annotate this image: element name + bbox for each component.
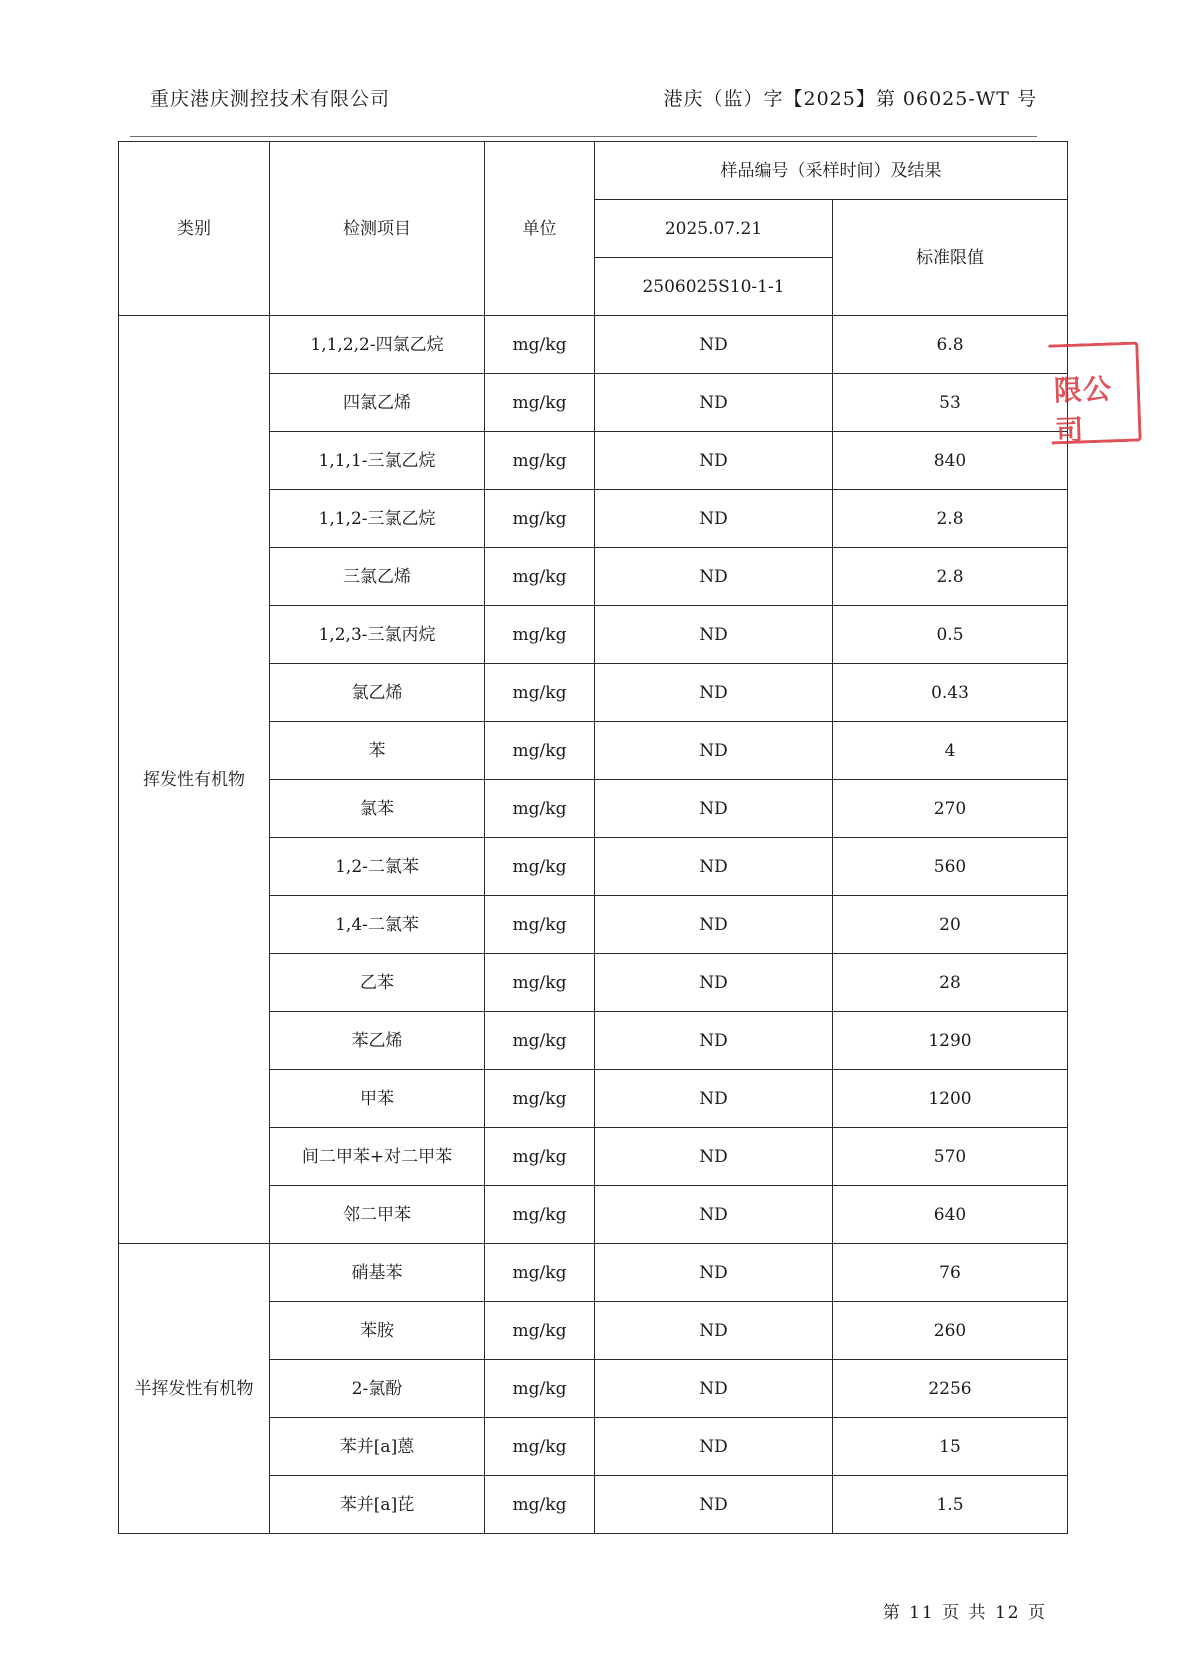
limit-cell: 20 — [833, 896, 1068, 954]
unit-cell: mg/kg — [485, 1302, 595, 1360]
result-cell: ND — [595, 1070, 833, 1128]
category-cell: 挥发性有机物 — [119, 316, 270, 1244]
header-result-group: 样品编号（采样时间）及结果 — [595, 142, 1068, 200]
unit-cell: mg/kg — [485, 1244, 595, 1302]
unit-cell: mg/kg — [485, 780, 595, 838]
item-cell: 苯 — [270, 722, 485, 780]
result-cell: ND — [595, 954, 833, 1012]
limit-cell: 840 — [833, 432, 1068, 490]
result-cell: ND — [595, 374, 833, 432]
limit-cell: 28 — [833, 954, 1068, 1012]
limit-cell: 76 — [833, 1244, 1068, 1302]
limit-cell: 0.43 — [833, 664, 1068, 722]
header-sample-date: 2025.07.21 — [595, 200, 833, 258]
unit-cell: mg/kg — [485, 606, 595, 664]
result-cell: ND — [595, 1476, 833, 1534]
unit-cell: mg/kg — [485, 954, 595, 1012]
result-cell: ND — [595, 432, 833, 490]
unit-cell: mg/kg — [485, 1418, 595, 1476]
item-cell: 苯乙烯 — [270, 1012, 485, 1070]
table-row — [119, 316, 1068, 374]
limit-cell: 570 — [833, 1128, 1068, 1186]
unit-cell: mg/kg — [485, 490, 595, 548]
limit-cell: 2256 — [833, 1360, 1068, 1418]
unit-cell: mg/kg — [485, 1186, 595, 1244]
limit-cell: 6.8 — [833, 316, 1068, 374]
result-cell: ND — [595, 1186, 833, 1244]
unit-cell: mg/kg — [485, 548, 595, 606]
result-cell: ND — [595, 838, 833, 896]
item-cell: 甲苯 — [270, 1070, 485, 1128]
company-name: 重庆港庆测控技术有限公司 — [150, 88, 391, 110]
result-cell: ND — [595, 606, 833, 664]
unit-cell: mg/kg — [485, 1128, 595, 1186]
limit-cell: 0.5 — [833, 606, 1068, 664]
unit-cell: mg/kg — [485, 664, 595, 722]
limit-cell: 2.8 — [833, 490, 1068, 548]
unit-cell: mg/kg — [485, 374, 595, 432]
item-cell: 邻二甲苯 — [270, 1186, 485, 1244]
item-cell: 1,1,2,2-四氯乙烷 — [270, 316, 485, 374]
result-cell: ND — [595, 1360, 833, 1418]
unit-cell: mg/kg — [485, 1476, 595, 1534]
limit-cell: 4 — [833, 722, 1068, 780]
limit-cell: 1290 — [833, 1012, 1068, 1070]
page-header — [130, 70, 1037, 137]
page-number: 第 11 页 共 12 页 — [882, 1603, 1047, 1623]
limit-cell: 270 — [833, 780, 1068, 838]
header-unit: 单位 — [485, 142, 595, 316]
header-limit: 标准限值 — [833, 200, 1068, 316]
item-cell: 苯并[a]芘 — [270, 1476, 485, 1534]
item-cell: 2-氯酚 — [270, 1360, 485, 1418]
item-cell: 氯苯 — [270, 780, 485, 838]
unit-cell: mg/kg — [485, 432, 595, 490]
limit-cell: 560 — [833, 838, 1068, 896]
result-cell: ND — [595, 1418, 833, 1476]
limit-cell: 260 — [833, 1302, 1068, 1360]
result-cell: ND — [595, 1128, 833, 1186]
result-cell: ND — [595, 1012, 833, 1070]
header-category: 类别 — [119, 142, 270, 316]
unit-cell: mg/kg — [485, 1012, 595, 1070]
item-cell: 1,2,3-三氯丙烷 — [270, 606, 485, 664]
header-sample-id: 2506025S10-1-1 — [595, 258, 833, 316]
item-cell: 苯胺 — [270, 1302, 485, 1360]
result-cell: ND — [595, 896, 833, 954]
unit-cell: mg/kg — [485, 722, 595, 780]
limit-cell: 15 — [833, 1418, 1068, 1476]
limit-cell: 1200 — [833, 1070, 1068, 1128]
company-seal: 限公司 — [1048, 341, 1141, 444]
result-cell: ND — [595, 1244, 833, 1302]
item-cell: 间二甲苯+对二甲苯 — [270, 1128, 485, 1186]
result-cell: ND — [595, 490, 833, 548]
results-table — [118, 141, 1068, 1534]
category-cell: 半挥发性有机物 — [119, 1244, 270, 1534]
unit-cell: mg/kg — [485, 1070, 595, 1128]
item-cell: 1,4-二氯苯 — [270, 896, 485, 954]
item-cell: 三氯乙烯 — [270, 548, 485, 606]
result-cell: ND — [595, 722, 833, 780]
header-item: 检测项目 — [270, 142, 485, 316]
item-cell: 硝基苯 — [270, 1244, 485, 1302]
limit-cell: 1.5 — [833, 1476, 1068, 1534]
unit-cell: mg/kg — [485, 1360, 595, 1418]
limit-cell: 640 — [833, 1186, 1068, 1244]
item-cell: 1,2-二氯苯 — [270, 838, 485, 896]
table-body — [119, 316, 1068, 1534]
unit-cell: mg/kg — [485, 316, 595, 374]
unit-cell: mg/kg — [485, 896, 595, 954]
result-cell: ND — [595, 316, 833, 374]
limit-cell: 53 — [833, 374, 1068, 432]
item-cell: 苯并[a]蒽 — [270, 1418, 485, 1476]
item-cell: 乙苯 — [270, 954, 485, 1012]
result-cell: ND — [595, 664, 833, 722]
item-cell: 1,1,2-三氯乙烷 — [270, 490, 485, 548]
unit-cell: mg/kg — [485, 838, 595, 896]
result-cell: ND — [595, 1302, 833, 1360]
document-number: 港庆（监）字【2025】第 06025-WT 号 — [663, 88, 1037, 110]
limit-cell: 2.8 — [833, 548, 1068, 606]
item-cell: 氯乙烯 — [270, 664, 485, 722]
result-cell: ND — [595, 548, 833, 606]
table-row — [119, 1244, 1068, 1302]
item-cell: 四氯乙烯 — [270, 374, 485, 432]
result-cell: ND — [595, 780, 833, 838]
item-cell: 1,1,1-三氯乙烷 — [270, 432, 485, 490]
